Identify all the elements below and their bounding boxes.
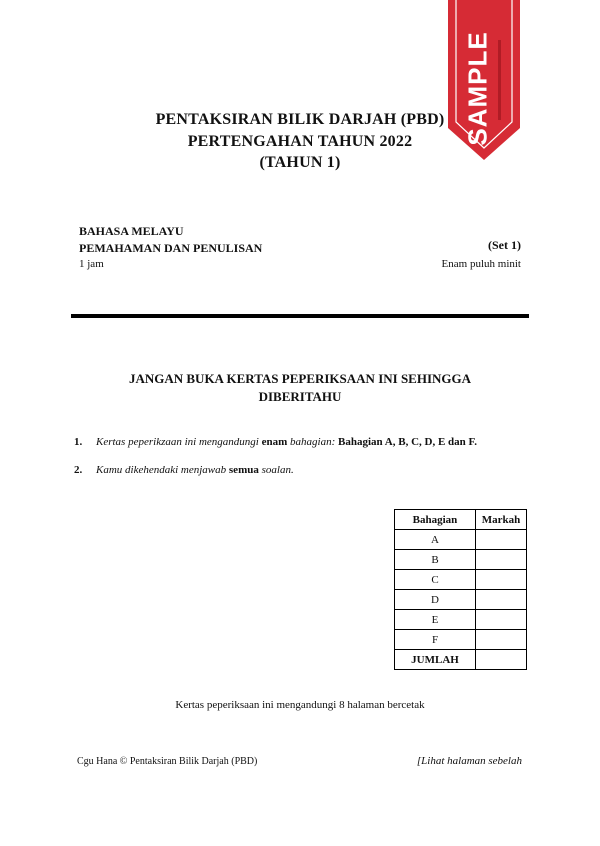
marks-cell bbox=[476, 530, 527, 550]
marks-cell bbox=[476, 610, 527, 630]
instruction-text: Kertas peperikzaan ini mengandungi bbox=[96, 436, 262, 448]
table-row bbox=[395, 630, 527, 650]
table-row bbox=[395, 590, 527, 610]
marks-cell bbox=[476, 630, 527, 650]
sample-stamp-label: SAMPLE bbox=[462, 30, 493, 146]
section-cell: E bbox=[395, 610, 476, 630]
marks-table-header bbox=[395, 510, 527, 530]
instruction-number: 1. bbox=[74, 436, 83, 448]
total-marks-cell bbox=[476, 650, 527, 670]
instruction-text: Kamu dikehendaki menjawab bbox=[96, 464, 229, 476]
table-row bbox=[395, 610, 527, 630]
duration: 1 jam bbox=[79, 258, 104, 270]
exam-subtitle: PERTENGAHAN TAHUN 2022 bbox=[187, 133, 413, 150]
section-cell: C bbox=[395, 570, 476, 590]
section-cell: D bbox=[395, 590, 476, 610]
set-label: (Set 1) bbox=[488, 238, 521, 252]
instruction-text: soalan. bbox=[258, 464, 294, 476]
section-cell: F bbox=[395, 630, 476, 650]
duration-words: Enam puluh minit bbox=[441, 258, 521, 270]
instruction-item bbox=[74, 464, 294, 476]
footer-copyright: Cgu Hana © Pentaksiran Bilik Darjah (PBD) bbox=[77, 756, 258, 767]
section-cell: B bbox=[395, 550, 476, 570]
subject-name: BAHASA MELAYU bbox=[79, 224, 184, 238]
instruction-item bbox=[74, 436, 477, 448]
total-label: JUMLAH bbox=[395, 650, 476, 670]
divider-rule bbox=[71, 314, 529, 318]
warning-line-2: DIBERITAHU bbox=[258, 389, 342, 404]
instruction-text: bahagian: bbox=[287, 436, 339, 448]
footer-next-page: [Lihat halaman sebelah bbox=[416, 755, 522, 767]
paper-name: PEMAHAMAN DAN PENULISAN bbox=[79, 241, 263, 255]
marks-cell bbox=[476, 550, 527, 570]
table-row bbox=[395, 530, 527, 550]
instruction-number: 2. bbox=[74, 464, 83, 476]
total-row bbox=[395, 650, 527, 670]
warning-line-1: JANGAN BUKA KERTAS PEPERIKSAAN INI SEHINGGA bbox=[128, 371, 472, 386]
marks-cell bbox=[476, 590, 527, 610]
exam-year-level: (TAHUN 1) bbox=[259, 154, 341, 171]
table-row bbox=[395, 550, 527, 570]
instruction-emphasis: enam bbox=[261, 436, 288, 448]
exam-title: PENTAKSIRAN BILIK DARJAH (PBD) bbox=[155, 111, 445, 128]
table-row bbox=[395, 570, 527, 590]
instruction-emphasis: semua bbox=[228, 464, 259, 476]
section-cell: A bbox=[395, 530, 476, 550]
marks-cell bbox=[476, 570, 527, 590]
column-header-section: Bahagian bbox=[395, 510, 476, 530]
instruction-sections: Bahagian A, B, C, D, E dan F. bbox=[338, 436, 477, 448]
marks-table bbox=[394, 509, 527, 670]
column-header-marks: Markah bbox=[476, 510, 527, 530]
page-count-note: Kertas peperiksaan ini mengandungi 8 halaman bercetak bbox=[175, 699, 425, 711]
